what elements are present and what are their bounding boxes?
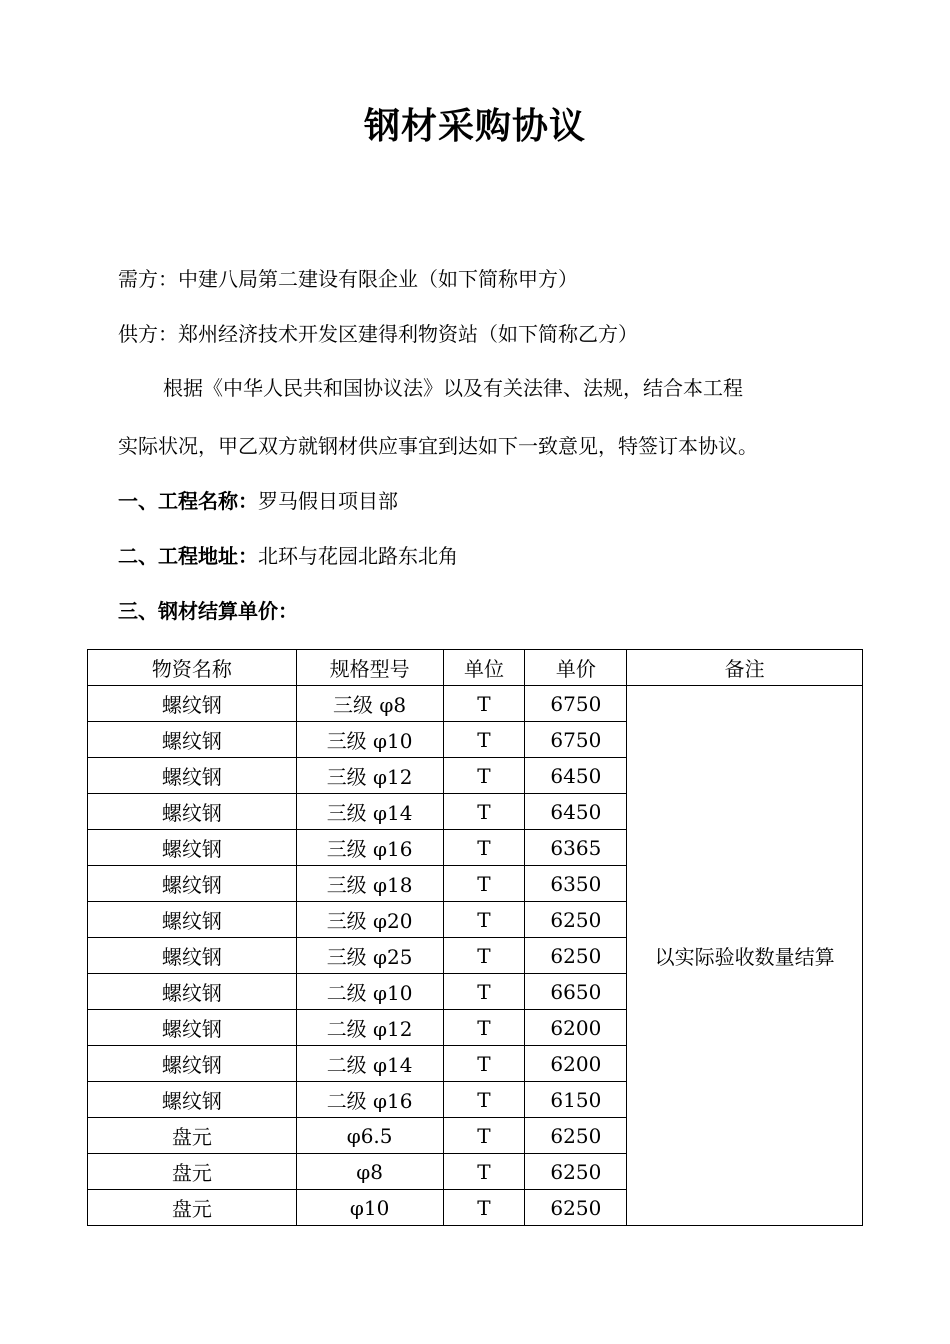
header-remark: 备注	[627, 650, 863, 686]
cell-price: 6750	[525, 722, 627, 758]
cell-price: 6250	[525, 1154, 627, 1190]
table-body	[88, 686, 863, 1226]
cell-price: 6350	[525, 866, 627, 902]
intro-line-2: 实际状况，甲乙双方就钢材供应事宜到达如下一致意见，特签订本协议。	[118, 434, 758, 458]
cell-unit: T	[443, 830, 525, 866]
project-address-line	[118, 540, 458, 569]
project-name-value: 罗马假日项目部	[258, 489, 398, 513]
cell-material: 螺纹钢	[88, 1046, 297, 1082]
cell-spec: φ8	[296, 1154, 443, 1190]
cell-spec: 三级 φ10	[296, 722, 443, 758]
cell-spec: 三级 φ20	[296, 902, 443, 938]
cell-price: 6250	[525, 1118, 627, 1154]
cell-spec: 二级 φ10	[296, 974, 443, 1010]
price-table	[87, 649, 863, 1226]
cell-material: 螺纹钢	[88, 722, 297, 758]
cell-material: 螺纹钢	[88, 866, 297, 902]
supplier-line: 供方：郑州经济技术开发区建得利物资站（如下简称乙方）	[118, 322, 638, 346]
cell-price: 6650	[525, 974, 627, 1010]
cell-spec: 三级 φ18	[296, 866, 443, 902]
cell-price: 6200	[525, 1046, 627, 1082]
cell-price: 6450	[525, 758, 627, 794]
header-material: 物资名称	[88, 650, 297, 686]
cell-spec: 二级 φ14	[296, 1046, 443, 1082]
cell-price: 6150	[525, 1082, 627, 1118]
cell-material: 螺纹钢	[88, 1010, 297, 1046]
cell-spec: φ10	[296, 1190, 443, 1226]
table-row	[88, 686, 863, 722]
cell-spec: 二级 φ12	[296, 1010, 443, 1046]
cell-unit: T	[443, 794, 525, 830]
cell-unit: T	[443, 1010, 525, 1046]
cell-spec: 三级 φ12	[296, 758, 443, 794]
cell-material: 螺纹钢	[88, 938, 297, 974]
project-address-label: 二、工程地址：	[118, 544, 258, 568]
price-section-label: 三、钢材结算单价：	[118, 599, 298, 623]
cell-unit: T	[443, 1046, 525, 1082]
cell-price: 6250	[525, 938, 627, 974]
cell-material: 螺纹钢	[88, 1082, 297, 1118]
cell-spec: φ6.5	[296, 1118, 443, 1154]
cell-price: 6450	[525, 794, 627, 830]
cell-unit: T	[443, 974, 525, 1010]
cell-material: 螺纹钢	[88, 686, 297, 722]
project-name-label: 一、工程名称：	[118, 489, 258, 513]
cell-unit: T	[443, 1190, 525, 1226]
cell-unit: T	[443, 1118, 525, 1154]
project-name-line	[118, 485, 398, 514]
document-title: 钢材采购协议	[363, 106, 586, 147]
cell-spec: 三级 φ16	[296, 830, 443, 866]
buyer-line: 需方：中建八局第二建设有限企业（如下简称甲方）	[118, 267, 578, 291]
cell-price: 6365	[525, 830, 627, 866]
cell-spec: 三级 φ8	[296, 686, 443, 722]
cell-material: 螺纹钢	[88, 902, 297, 938]
cell-spec: 三级 φ14	[296, 794, 443, 830]
cell-price: 6200	[525, 1010, 627, 1046]
cell-material: 螺纹钢	[88, 830, 297, 866]
cell-price: 6750	[525, 686, 627, 722]
cell-price: 6250	[525, 902, 627, 938]
cell-material: 螺纹钢	[88, 758, 297, 794]
cell-unit: T	[443, 758, 525, 794]
cell-unit: T	[443, 902, 525, 938]
header-unit: 单位	[443, 650, 525, 686]
cell-material: 螺纹钢	[88, 794, 297, 830]
cell-spec: 二级 φ16	[296, 1082, 443, 1118]
header-spec: 规格型号	[296, 650, 443, 686]
cell-material: 盘元	[88, 1154, 297, 1190]
cell-remark: 以实际验收数量结算	[627, 686, 863, 1226]
table-header-row	[88, 650, 863, 686]
intro-line-1: 根据《中华人民共和国协议法》以及有关法律、法规，结合本工程	[163, 376, 743, 400]
cell-spec: 三级 φ25	[296, 938, 443, 974]
cell-unit: T	[443, 1082, 525, 1118]
cell-material: 螺纹钢	[88, 974, 297, 1010]
cell-material: 盘元	[88, 1190, 297, 1226]
cell-price: 6250	[525, 1190, 627, 1226]
project-address-value: 北环与花园北路东北角	[258, 544, 458, 568]
cell-unit: T	[443, 866, 525, 902]
cell-unit: T	[443, 686, 525, 722]
header-price: 单价	[525, 650, 627, 686]
cell-unit: T	[443, 1154, 525, 1190]
cell-unit: T	[443, 938, 525, 974]
cell-unit: T	[443, 722, 525, 758]
cell-material: 盘元	[88, 1118, 297, 1154]
